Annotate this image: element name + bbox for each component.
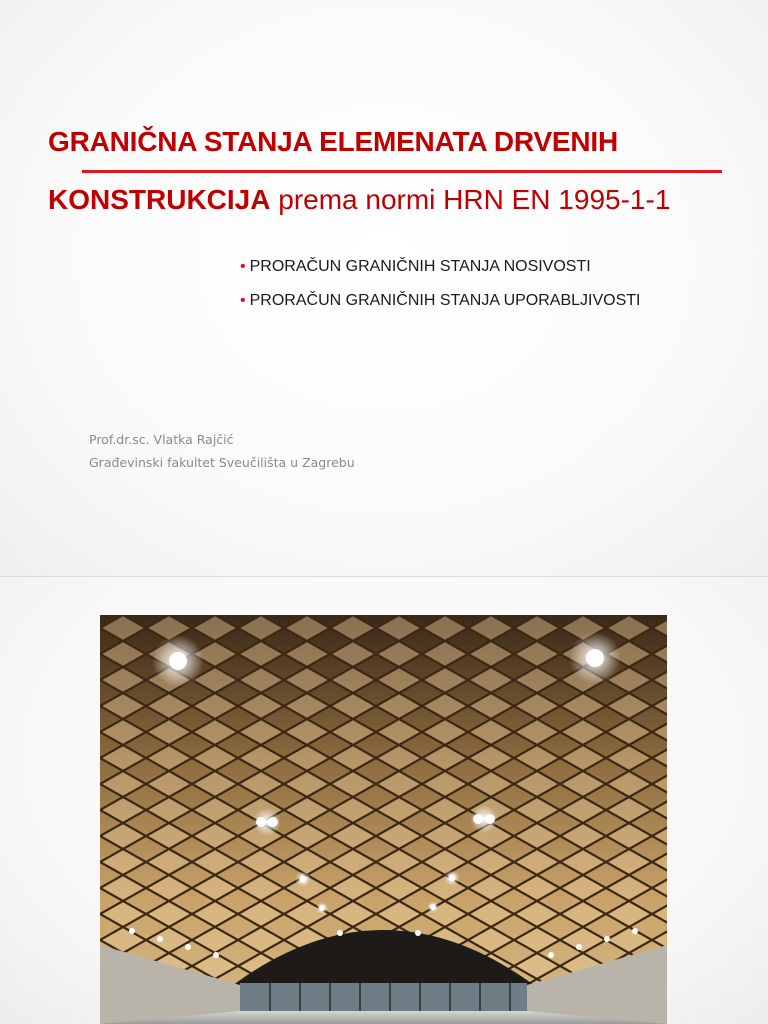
title-underline <box>82 170 722 173</box>
bullet-item <box>240 290 640 324</box>
bullet-item <box>240 256 640 290</box>
bullet-icon: • <box>240 258 246 275</box>
timber-hall-photo <box>100 615 667 1024</box>
bullet-list <box>240 256 640 324</box>
bullet-text: PRORAČUN GRANIČNIH STANJA NOSIVOSTI <box>249 258 591 275</box>
title-line-2-bold: KONSTRUKCIJA <box>48 184 271 215</box>
photo-slide <box>0 577 768 1024</box>
title-line-2-rest: prema normi HRN EN 1995-1-1 <box>270 184 671 215</box>
author-name: Prof.dr.sc. Vlatka Rajčić <box>89 432 234 447</box>
bullet-text: PRORAČUN GRANIČNIH STANJA UPORABLJIVOSTI <box>249 292 641 309</box>
bullet-icon: • <box>240 292 246 309</box>
title-line-2 <box>48 184 670 216</box>
author-affiliation: Građevinski fakultet Sveučilišta u Zagrebu <box>89 455 355 470</box>
title-line-1: GRANIČNA STANJA ELEMENATA DRVENIH <box>48 126 619 157</box>
timber-hall-illustration <box>100 615 667 1024</box>
glass-facade <box>240 983 527 1013</box>
author-block <box>89 428 355 474</box>
